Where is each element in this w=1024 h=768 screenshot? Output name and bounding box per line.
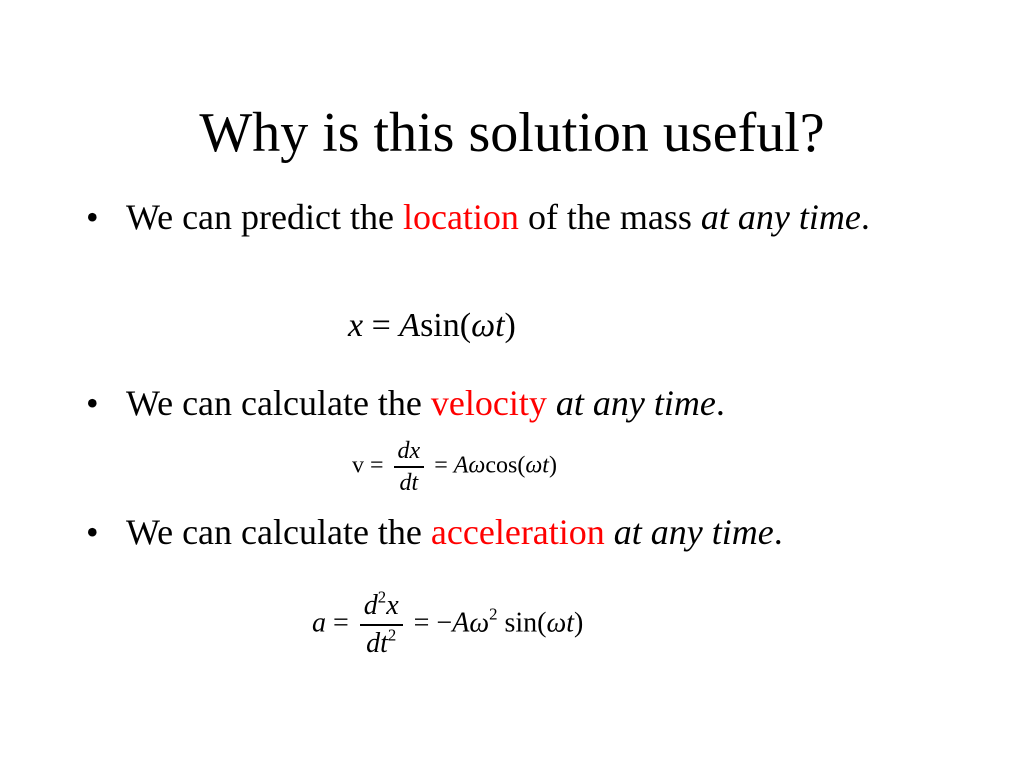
eq-amplitude-omega: Aω bbox=[452, 607, 490, 639]
eq-close-paren: ) bbox=[548, 452, 557, 479]
bullet-marker: • bbox=[86, 197, 99, 237]
bullet-text-end: . bbox=[773, 512, 783, 552]
slide-title: Why is this solution useful? bbox=[199, 102, 825, 164]
eq-numerator: dx bbox=[394, 436, 425, 468]
eq-denominator bbox=[360, 626, 403, 662]
eq-var-x: x bbox=[348, 307, 364, 344]
bullet-location bbox=[86, 190, 906, 244]
eq-equals: = bbox=[370, 452, 384, 479]
highlight-acceleration: acceleration bbox=[430, 512, 605, 552]
eq-amplitude-omega: Aω bbox=[453, 452, 486, 479]
eq-equals: = bbox=[413, 607, 430, 639]
bullet-text-italic: at any time bbox=[700, 197, 861, 237]
eq-equals: = bbox=[333, 607, 349, 639]
bullet-acceleration bbox=[86, 505, 906, 559]
eq-num-x: x bbox=[386, 590, 399, 621]
bullet-text-mid bbox=[547, 383, 556, 423]
eq-fraction-dx-dt bbox=[394, 436, 425, 498]
eq-close-paren: ) bbox=[504, 307, 516, 344]
bullet-text-end: . bbox=[715, 383, 725, 423]
eq-arg: ωt bbox=[471, 307, 505, 344]
eq-numerator bbox=[360, 588, 403, 626]
eq-omega-exponent: 2 bbox=[489, 604, 498, 624]
bullet-text-end: . bbox=[860, 197, 870, 237]
eq-func-cos: cos( bbox=[485, 452, 526, 479]
bullet-velocity bbox=[86, 376, 906, 430]
eq-close-paren: ) bbox=[574, 607, 584, 639]
bullet-text-mid: of the mass bbox=[518, 197, 701, 237]
eq-equals: = bbox=[371, 307, 391, 344]
eq-den-exponent: 2 bbox=[387, 625, 397, 645]
bullet-text-pre: We can calculate the bbox=[126, 512, 431, 552]
eq-num-d: d bbox=[363, 590, 378, 621]
eq-var-a: a bbox=[312, 607, 326, 639]
eq-minus: − bbox=[436, 607, 453, 639]
equation-position bbox=[348, 303, 516, 349]
eq-func-sin: sin( bbox=[504, 607, 547, 639]
bullet-text bbox=[126, 376, 906, 430]
highlight-velocity: velocity bbox=[430, 383, 547, 423]
eq-func-sin: sin( bbox=[420, 307, 472, 344]
equation-acceleration bbox=[312, 588, 583, 662]
equation-velocity bbox=[352, 436, 557, 498]
eq-arg: ωt bbox=[525, 452, 549, 479]
eq-amplitude: A bbox=[399, 307, 421, 344]
eq-var-v: v bbox=[352, 452, 364, 479]
bullet-text bbox=[126, 190, 906, 244]
eq-denominator: dt bbox=[399, 470, 419, 496]
bullet-text-pre: We can calculate the bbox=[126, 383, 431, 423]
bullet-marker: • bbox=[86, 383, 99, 423]
bullet-text-mid bbox=[605, 512, 614, 552]
bullet-marker: • bbox=[86, 512, 99, 552]
highlight-location: location bbox=[402, 197, 519, 237]
bullet-text bbox=[126, 505, 906, 559]
eq-arg: ωt bbox=[546, 607, 575, 639]
bullet-text-italic: at any time bbox=[613, 512, 774, 552]
eq-den-dt: dt bbox=[366, 628, 388, 659]
eq-num-exponent: 2 bbox=[377, 587, 387, 607]
bullet-text-italic: at any time bbox=[555, 383, 716, 423]
eq-fraction-d2x-dt2 bbox=[360, 588, 403, 662]
bullet-text-pre: We can predict the bbox=[126, 197, 403, 237]
eq-equals: = bbox=[434, 452, 448, 479]
